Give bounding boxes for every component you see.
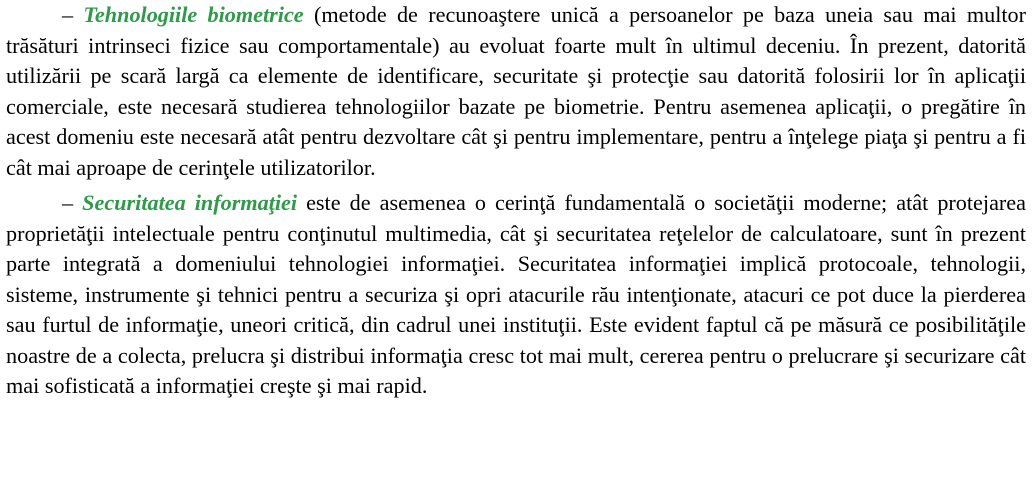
paragraph-information-security — [6, 188, 1026, 402]
list-dash: – — [62, 2, 74, 27]
term-information-security: Securitatea informaţiei — [82, 190, 298, 215]
document-page — [6, 0, 1026, 402]
paragraph-text: (metode de recunoaştere unică a persoanelor pe baza uneia sau mai multor trăsături intrinseci fizice sau comportamentale) au evoluat foarte mult în ultimul deceniu. În prezent, datorită utilizării pe scară largă ca elemente de identificare, securitate şi protecţie sau datorită folosirii lor în aplicaţii comerciale, este necesară studierea tehnologiilor bazate pe biometrie. Pentru asemenea aplicaţii, o pregătire în acest domeniu este necesară atât pentru dezvoltare cât şi pentru implementare, pentru a înţelege piaţa şi pentru a fi cât mai aproape de cerinţele utilizatorilor. — [6, 2, 1027, 180]
paragraph-text: este de asemenea o cerinţă fundamentală o societăţii moderne; atât protejarea proprietăţii intelectuale pentru conţinutul multimedia, cât şi securitatea reţelelor de calculatoare, sunt în prezent parte integrată a domeniului tehnologiei informaţiei. Securitatea informaţiei implică protocoale, tehnologii, sisteme, instrumente şi tehnici pentru a securiza şi opri atacurile rău intenţionate, atacuri ce pot duce la pierderea sau furtul de informaţie, uneori critică, din cadrul unei instituţii. Este evident faptul că pe măsură ce posibilităţile noastre de a colecta, prelucra şi distribui informaţia cresc tot mai mult, cererea pentru o prelucrare şi securizare cât mai sofisticată a informaţiei creşte şi mai rapid. — [6, 190, 1027, 398]
list-dash: – — [62, 190, 74, 215]
term-biometric-technologies: Tehnologiile biometrice — [83, 2, 304, 27]
paragraph-biometric-technologies — [6, 0, 1026, 183]
